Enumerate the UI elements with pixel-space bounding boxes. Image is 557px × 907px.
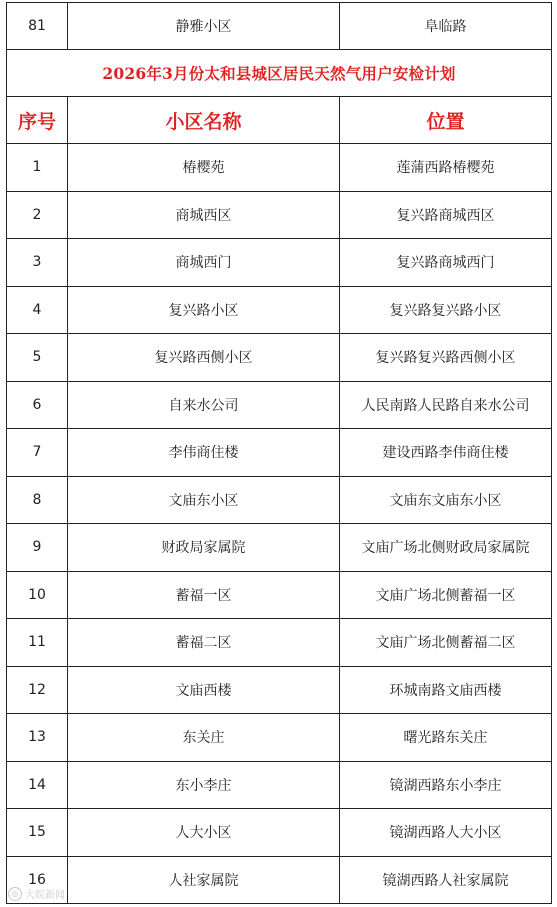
community-location: 环城南路文庙西楼 — [340, 666, 552, 714]
community-name: 文庙东小区 — [68, 476, 340, 524]
table-row — [7, 334, 552, 382]
row-number: 4 — [7, 286, 68, 334]
community-name: 自来水公司 — [68, 381, 340, 429]
table-row — [7, 524, 552, 572]
table-row — [7, 381, 552, 429]
header-number: 序号 — [7, 97, 68, 144]
row-number: 9 — [7, 524, 68, 572]
community-location: 建设西路李伟商住楼 — [340, 429, 552, 477]
header-name: 小区名称 — [68, 97, 340, 144]
community-name: 人大小区 — [68, 809, 340, 857]
row-number: 3 — [7, 239, 68, 287]
row-number: 7 — [7, 429, 68, 477]
table-row — [7, 856, 552, 904]
community-location: 复兴路复兴路小区 — [340, 286, 552, 334]
row-number: 1 — [7, 144, 68, 192]
table-title: 2026年3月份太和县城区居民天然气用户安检计划 — [7, 50, 552, 97]
community-name: 复兴路小区 — [68, 286, 340, 334]
table-row — [7, 714, 552, 762]
watermark — [8, 886, 65, 901]
community-location: 人民南路人民路自来水公司 — [340, 381, 552, 429]
community-location: 文庙广场北侧蓄福一区 — [340, 571, 552, 619]
row-number: 5 — [7, 334, 68, 382]
community-name: 东关庄 — [68, 714, 340, 762]
table-row — [7, 144, 552, 192]
row-number: 2 — [7, 191, 68, 239]
community-location: 复兴路商城西区 — [340, 191, 552, 239]
community-name: 蓄福一区 — [68, 571, 340, 619]
row-number: 81 — [7, 3, 68, 50]
community-location: 阜临路 — [340, 3, 552, 50]
community-name: 商城西门 — [68, 239, 340, 287]
table-row — [7, 666, 552, 714]
table-row — [7, 809, 552, 857]
community-location: 镜湖西路人大小区 — [340, 809, 552, 857]
row-number: 13 — [7, 714, 68, 762]
table-row — [7, 619, 552, 667]
table-row — [7, 3, 552, 50]
community-name: 财政局家属院 — [68, 524, 340, 572]
table-row — [7, 429, 552, 477]
community-location: 复兴路商城西门 — [340, 239, 552, 287]
row-number: 16 — [7, 856, 68, 904]
watermark-text: 大皖新闻 — [25, 890, 65, 901]
community-name: 静雅小区 — [68, 3, 340, 50]
gas-inspection-table — [6, 2, 552, 904]
community-location: 文庙广场北侧蓄福二区 — [340, 619, 552, 667]
row-number: 12 — [7, 666, 68, 714]
table-row — [7, 191, 552, 239]
table-row — [7, 239, 552, 287]
row-number: 14 — [7, 761, 68, 809]
community-name: 椿樱苑 — [68, 144, 340, 192]
table-row — [7, 571, 552, 619]
community-name: 东小李庄 — [68, 761, 340, 809]
community-name: 复兴路西侧小区 — [68, 334, 340, 382]
row-number: 11 — [7, 619, 68, 667]
header-location: 位置 — [340, 97, 552, 144]
community-location: 文庙东文庙东小区 — [340, 476, 552, 524]
community-name: 人社家属院 — [68, 856, 340, 904]
community-name: 李伟商住楼 — [68, 429, 340, 477]
community-name: 商城西区 — [68, 191, 340, 239]
row-number: 15 — [7, 809, 68, 857]
weibo-logo-icon: ◎ — [8, 887, 22, 901]
table-row — [7, 761, 552, 809]
community-name: 蓄福二区 — [68, 619, 340, 667]
table-title-row — [7, 50, 552, 97]
table-row — [7, 286, 552, 334]
community-location: 复兴路复兴路西侧小区 — [340, 334, 552, 382]
community-name: 文庙西楼 — [68, 666, 340, 714]
community-location: 文庙广场北侧财政局家属院 — [340, 524, 552, 572]
community-location: 曙光路东关庄 — [340, 714, 552, 762]
community-location: 莲蒲西路椿樱苑 — [340, 144, 552, 192]
table-header-row — [7, 97, 552, 144]
row-number: 6 — [7, 381, 68, 429]
row-number: 8 — [7, 476, 68, 524]
table-row — [7, 476, 552, 524]
community-location: 镜湖西路人社家属院 — [340, 856, 552, 904]
row-number: 10 — [7, 571, 68, 619]
community-location: 镜湖西路东小李庄 — [340, 761, 552, 809]
